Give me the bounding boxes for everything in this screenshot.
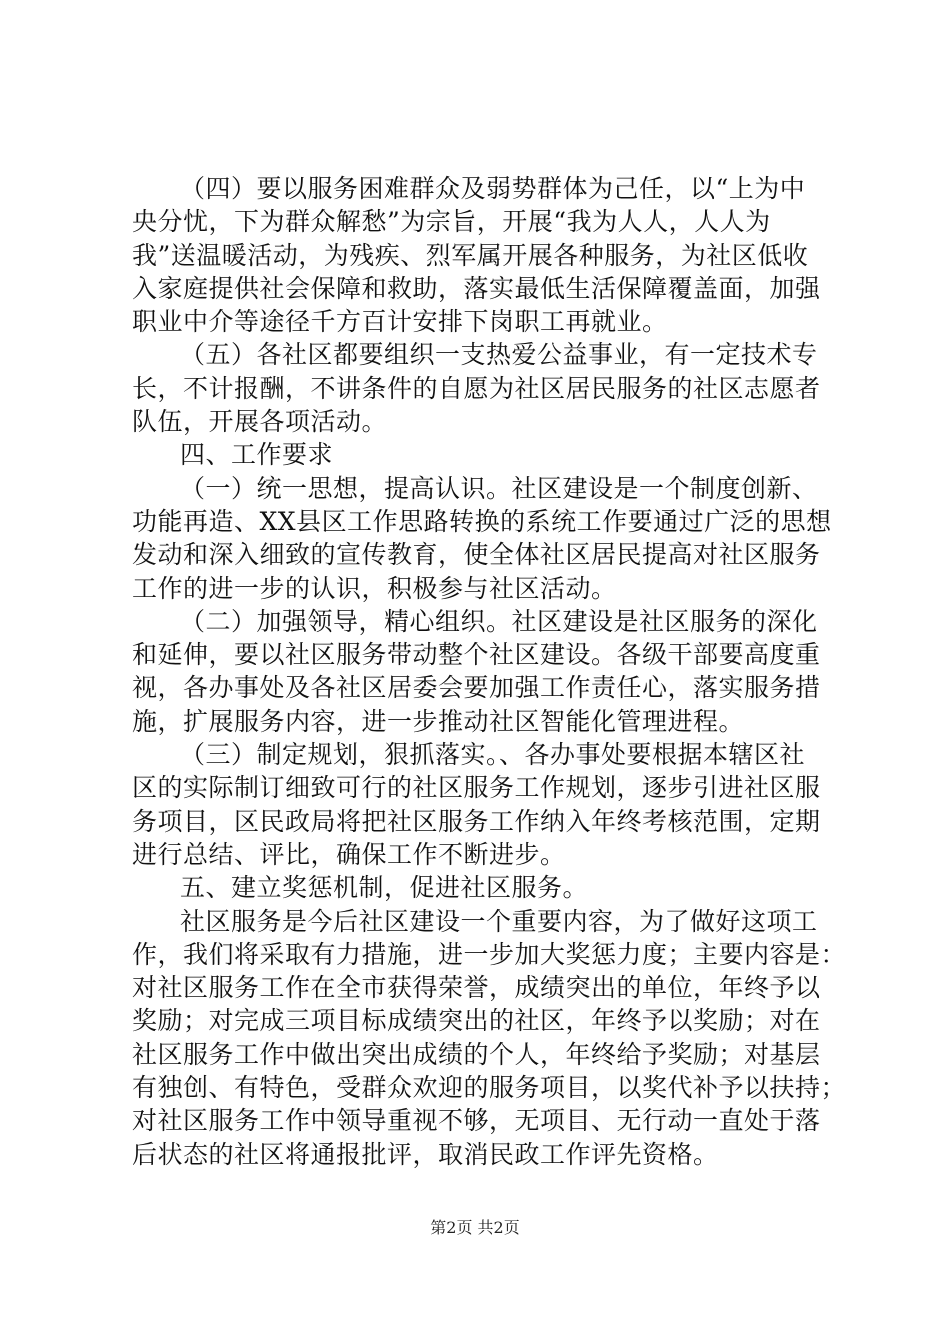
- text-line: 我”送温暖活动，为残疾、烈军属开展各种服务，为社区低收: [132, 240, 809, 270]
- text-line: 工作的进一步的认识，积极参与社区活动。: [132, 573, 617, 603]
- text-line: 社区服务是今后社区建设一个重要内容，为了做好这项工: [180, 906, 818, 936]
- text-line: 进行总结、评比，确保工作不断进步。: [132, 839, 566, 869]
- text-line: 发动和深入细致的宣传教育，使全体社区居民提高对社区服务: [132, 540, 821, 570]
- text-line: 五、建立奖惩机制，促进社区服务。: [180, 873, 589, 903]
- text-line: 和延伸，要以社区服务带动整个社区建设。各级干部要高度重: [132, 640, 821, 670]
- text-line: 奖励；对完成三项目标成绩突出的社区，年终予以奖励；对在: [132, 1006, 821, 1036]
- text-line: 施，扩展服务内容，进一步推动社区智能化管理进程。: [132, 706, 745, 736]
- text-line: 长，不计报酬，不讲条件的自愿为社区居民服务的社区志愿者: [132, 373, 821, 403]
- text-line: 对社区服务工作中领导重视不够，无项目、无行动一直处于落: [132, 1106, 821, 1136]
- text-line: 作，我们将采取有力措施，进一步加大奖惩力度；主要内容是：: [132, 939, 847, 969]
- text-line: 务项目，区民政局将把社区服务工作纳入年终考核范围，定期: [132, 806, 821, 836]
- page-footer: 第2页 共2页: [430, 1218, 520, 1237]
- text-line: 社区服务工作中做出突出成绩的个人，年终给予奖励；对基层: [132, 1039, 821, 1069]
- text-line: 视，各办事处及各社区居委会要加强工作责任心，落实服务措: [132, 673, 821, 703]
- text-line: 功能再造、XX县区工作思路转换的系统工作要通过广泛的思想: [132, 506, 832, 536]
- text-line: （四）要以服务困难群众及弱势群体为己任，以“上为中: [180, 174, 806, 203]
- text-line: （二）加强领导，精心组织。社区建设是社区服务的深化: [180, 606, 818, 636]
- text-line: 后状态的社区将通报批评，取消民政工作评先资格。: [132, 1139, 719, 1169]
- document-body: [132, 172, 850, 1171]
- text-line: 央分忧，下为群众解愁”为宗旨，开展“我为人人，人人为: [132, 207, 771, 237]
- text-line: 区的实际制订细致可行的社区服务工作规划，逐步引进社区服: [132, 773, 821, 803]
- text-line: 队伍，开展各项活动。: [132, 407, 388, 437]
- text-line: （五）各社区都要组织一支热爱公益事业，有一定技术专: [180, 340, 818, 370]
- text-line: 职业中介等途径千方百计安排下岗职工再就业。: [132, 307, 668, 337]
- text-line: 有独创、有特色，受群众欢迎的服务项目，以奖代补予以扶持；: [132, 1073, 847, 1103]
- text-line: 入家庭提供社会保障和救助，落实最低生活保障覆盖面，加强: [132, 273, 821, 303]
- text-line: （一）统一思想，提高认识。社区建设是一个制度创新、: [180, 473, 818, 503]
- text-line: （三）制定规划，狠抓落实。、各办事处要根据本辖区社: [180, 740, 806, 770]
- text-line: 四、工作要求: [180, 440, 334, 470]
- text-line: 对社区服务工作在全市获得荣誉，成绩突出的单位，年终予以: [132, 973, 821, 1003]
